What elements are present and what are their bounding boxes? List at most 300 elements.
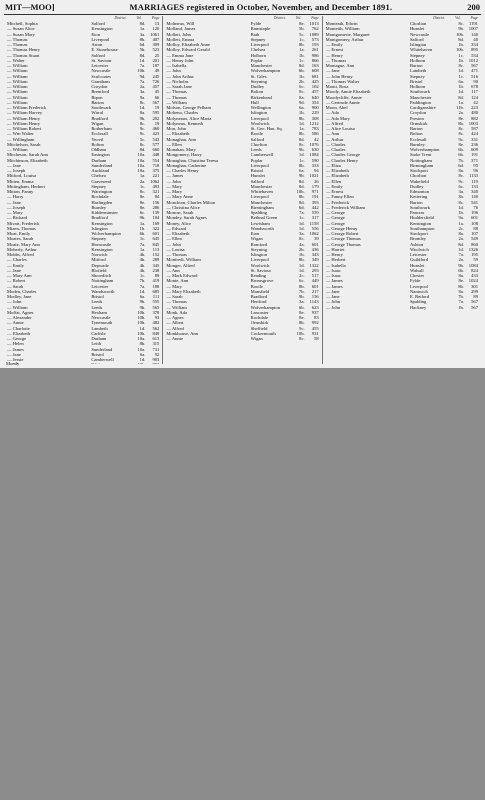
entry-volume: 10b. [137,309,146,315]
entry-district: Pancras [409,210,425,215]
entry-district: Cardiganshire [409,105,436,110]
entry-district: Poplar [250,157,263,163]
entry-volume: 8d. [298,178,305,184]
entry-name: Montgomerie, Margaret [325,31,370,37]
entry-name: — John [166,68,181,74]
entry-name: — William [7,89,28,95]
entry-page: 1158 [309,220,319,226]
entry-volume: 8a. [299,94,305,100]
entry-name: — Henry [325,252,343,257]
entry-name: — George [325,215,345,221]
entry-district: Chorlton [250,141,267,147]
entry-volume: 1d. [298,220,305,226]
entry-district: Bristol [250,168,264,173]
entry-page: 1322 [309,262,319,268]
entry-volume: 9b. [139,215,146,221]
entry-page: 163 [311,63,319,68]
entry-district: Croydon [409,110,427,116]
entry-page: 236 [471,141,478,147]
entry-district: Bristol [409,78,423,84]
entry-page: 202 [152,115,160,121]
entry-volume: 10b. [137,315,146,320]
entry-district: Croydon [91,84,108,89]
entry-page: 40 [473,36,478,42]
entry-volume: 8a. [139,110,146,116]
entry-page: 111 [152,294,160,299]
entry-name: Monaghan, Christina Teresa [166,157,219,163]
entry-page: 433 [471,273,478,278]
entry-district: Mitford [91,257,106,263]
entry-volume: 8c. [458,199,464,205]
entry-district: Liverpool [91,36,110,42]
entry-volume: 6c. [458,183,464,189]
entry-volume: 7a. [139,241,146,247]
entry-name: — Joseph [7,204,26,210]
entry-district: Bootle [250,283,263,289]
entry-district: Newcastle [409,31,430,37]
entry-name: — Thomas [166,252,187,257]
entry-volume: 1d. [298,267,305,273]
entry-name: — Sarah [166,294,183,299]
entry-page: 83 [314,315,319,320]
entry-name: Montague, Ann [325,63,355,68]
entry-name: — Charles Henry [166,168,199,173]
entry-page: 333 [311,162,319,168]
entry-district: St. Saviour [250,267,272,273]
entry-volume: 9b. [139,299,146,305]
entry-volume: 1d. [458,204,464,210]
entry-page: 19 [154,105,160,110]
entry-page: 19 [154,120,160,126]
entry-volume: 10a. [137,157,146,163]
entry-district: Lancaster [250,309,269,315]
entry-volume: 10b. [455,31,464,37]
entry-volume: 7b. [458,157,464,163]
entry-page: 93 [154,315,160,320]
empty-scan-area [0,368,485,800]
entry-name: — Eliza [325,162,341,168]
entry-volume: 2c. [458,225,464,231]
entry-page: 1076 [309,141,319,147]
entry-page: 299 [471,288,478,294]
entry-volume: 8b. [298,131,305,137]
entry-volume: 1d. [458,89,464,95]
entry-name: Money, Alice [166,220,192,226]
entry-volume: 4b. [139,267,146,273]
entry-district: Dudley [409,183,424,189]
entry-page: 345 [152,262,160,268]
entry-district: Wigan [250,236,263,242]
entry-district: Liverpool [250,257,269,263]
entry-district: Durham [91,157,107,163]
page-header [5,2,480,14]
entry-volume: 8d. [298,63,305,68]
entry-volume: 7a. [139,78,146,84]
entry-name: — James [325,278,343,284]
entry-page: 523 [152,47,160,53]
entry-name: Moates, Sarah [7,236,34,242]
entry-page: 245 [152,73,160,79]
entry-page: 567 [471,299,478,305]
entry-page: 436 [311,246,319,252]
entry-page: 449 [311,278,319,284]
entry-name: — Christina Alice [166,204,200,210]
entry-volume: 8c. [139,141,146,147]
entry-district: Barton [409,199,423,205]
entry-page: 1003 [468,120,478,126]
entry-district: Barnstaple [250,26,271,32]
entry-district: Kensington [91,26,113,32]
entry-volume: 3a. [458,189,464,194]
entry-district: Whitehaven [409,47,433,53]
entry-name: — John Arthur [166,73,194,79]
entry-page: 39 [314,236,319,242]
entry-district: Chorlton [409,173,427,179]
entry-district: Carlisle [91,330,106,336]
table-row [166,336,318,341]
entry-district: Kettering [409,194,428,200]
entry-volume: 2b. [298,246,305,252]
entry-page: 609 [471,147,478,152]
entry-page: 1013 [309,21,319,26]
entry-name: — Elizabeth [7,330,31,336]
entry-name: — Frederick William [325,204,365,210]
entry-volume: 7a. [458,299,464,305]
header-title: MARRIAGES registered in October, November, and December 1891. [129,2,393,12]
entry-volume: 8b. [298,115,305,121]
entry-volume: 7b. [458,294,464,299]
entry-district: Holborn [409,57,426,63]
entry-district: Bolton [409,131,423,137]
entry-volume: 9a. [139,94,146,100]
entry-name: Moody, Annie Elizabeth [325,89,371,95]
entry-district: Holborn [250,52,266,58]
entry-list [7,21,159,364]
entry-district: Bradford [250,294,268,299]
entry-volume: 1c. [299,215,305,221]
entry-volume: 8a. [458,273,464,278]
entry-page: 354 [311,99,319,105]
entry-name: — Elizabeth [166,131,190,137]
entry-volume: 10b. [455,47,464,53]
entry-page: 117 [471,89,478,95]
entry-district: Guildford [409,257,429,263]
entry-district: Spalding [250,210,267,215]
entry-name: Mitton, Fanny [7,189,34,194]
entry-name: — Isabella [166,63,187,68]
entry-district: Wolverhampton [250,304,281,310]
entry-district: Woolwich [250,262,270,268]
entry-volume: 8c. [299,141,305,147]
entry-district: Salford [250,136,265,142]
entry-page: 321 [152,189,160,194]
entry-district: Sunderland [91,162,113,168]
entry-page: 457 [152,84,160,89]
entry-name: Monckton, Charles Milton [166,199,216,205]
entry-volume: 6b. [458,147,464,152]
entry-page: 191 [471,152,478,158]
entry-district: Mansfield [250,288,270,294]
entry-volume: 6c. [139,210,146,215]
entry-page: 931 [311,330,319,336]
entry-district: Ashton [409,241,424,247]
entry-page: 179 [311,183,319,189]
entry-volume: 1d. [298,120,305,126]
entry-district: Brentford [91,89,110,95]
entry-district: Eton [250,231,260,236]
entry-district: St. Geo. Han. Sq. [250,126,283,131]
entry-volume: 8b. [458,120,464,126]
entry-volume: 6d. [458,162,464,168]
entry-name: Mondey, Sarah Agnes [166,215,207,221]
entry-name: — Emma Jane [166,52,194,58]
entry-district: Eton [91,31,101,37]
entry-name: — Louisa [166,246,185,252]
entry-page: 424 [471,131,478,137]
entry-volume: 10b. [137,68,146,74]
entry-district: Bootle [250,131,263,137]
entry-volume: 8c. [458,131,464,137]
entry-volume: 8c. [458,126,464,131]
entry-volume: 1d. [298,152,305,158]
entry-page: 49 [154,68,160,74]
entry-name: — Ernest [325,47,344,53]
entry-district: Chester [409,273,425,278]
page-header-label: Page [470,16,478,20]
entry-page: 1089 [309,31,319,37]
entry-page: 1191 [468,21,478,26]
district-header: District. [433,16,446,20]
entry-name: — Ernest [325,189,344,194]
entry-page: 107 [471,231,478,236]
entry-page: 124 [471,94,478,100]
entry-volume: 1a. [139,246,146,252]
entry-page: 66 [154,94,160,100]
entry-name: Mitten, Emma [7,178,34,184]
entry-name [7,362,91,364]
entry-page: 1062 [150,178,160,184]
entry-page: 482 [152,320,160,326]
entry-district: Wolverhampton [409,147,440,152]
entry-name: Montgomery, Arthur [325,36,364,42]
entry-name: — Emily [325,42,343,47]
entry-page: 89 [154,273,160,278]
entry-name: — Helen [7,341,24,347]
entry-volume: 10a. [137,152,146,158]
entry-name: — Richard [7,215,28,221]
entry-volume: 1a. [299,47,305,53]
entry-district: Liverpool [250,162,269,168]
entry-page: 455 [311,325,319,331]
entry-district: Depwade [91,262,109,268]
entry-district: Bolton [91,141,104,147]
entry-district: Walsall [409,267,424,273]
entry-volume: 7a. [458,252,464,257]
entry-name: — Mary Anne [166,194,193,200]
entry-page: 460 [152,126,160,131]
entry-district: Holborn [409,84,426,89]
entry-name: Moffat, Agnes [7,309,34,315]
entry-name: — Jane [7,351,21,357]
entry-volume: 1c. [458,52,464,58]
entry-name: Monti, Rosa [325,84,349,89]
entry-volume: 10b. [296,189,305,194]
entry-volume: 1a. [139,173,146,179]
entry-name: Monaghan, Catherine [166,162,207,168]
entry-district: Lambeth [409,68,427,74]
entry-name: — Susan Alice [7,26,35,32]
entry-district: Bethnal Green [250,215,278,221]
entry-district: Whitehaven [250,189,273,194]
entry-page: 340 [471,189,478,194]
entry-volume: 8e. [299,315,305,320]
entry-volume: 1b. [298,252,305,257]
entry-district: Norwich [91,252,108,257]
entry-name: — Charles [325,141,346,147]
entry-page: 308 [311,115,319,121]
entry-district: Wigan [91,120,104,126]
entry-district: Birkenhead [250,94,272,100]
volume-header: Vol. [295,16,302,20]
entry-name: — Thomas [7,42,28,47]
entry-district: Warrington [91,189,113,194]
entry-page: 331 [471,136,478,142]
entry-district: Stoke Trent [409,152,432,158]
entry-volume: 2a. [139,84,146,89]
entry-name: — Arthur [325,136,344,142]
entry-volume: 8d. [458,36,464,42]
entry-page: 824 [471,267,478,273]
entry-name: — Ellen [325,178,342,184]
entry-page: 45 [154,89,160,95]
entry-name: — George [325,210,345,215]
entry-district: Romford [250,241,268,247]
entry-name: Mizen, Thomas [7,225,36,231]
entry-volume: 6d. [139,42,146,47]
entry-page: 457 [311,89,319,95]
entry-name: — Isaac [325,267,341,273]
entry-volume: 8e. [458,278,464,284]
entry-name: — Sarah Jane [166,84,192,89]
entry-page: 762 [311,26,319,32]
entry-volume: 3a. [139,31,146,37]
entry-page: 315 [152,341,160,347]
entry-volume: 1b. [458,84,464,89]
entry-page: 42 [473,99,478,105]
entry-name: — James [325,283,343,289]
entry-district: Manchester [250,63,273,68]
entry-name: — William Henry [7,115,41,121]
entry-volume: 8c. [139,189,146,194]
entry-volume: 1b. [298,73,305,79]
entry-name: — Charles George [325,152,361,158]
entry-district: Durham [91,336,107,341]
entry-name: — William Harvey [7,110,43,116]
entry-district: Oldham [91,147,107,152]
entry-district: Leith [91,341,102,347]
entry-page: 783 [311,126,319,131]
entry-page: 992 [311,320,319,326]
entry-name: Monk, Ada [166,309,187,315]
entry-district: Stepney [409,73,425,79]
entry-page: 681 [311,73,319,79]
entry-district: St. Giles [250,73,267,79]
entry-name: — Thomas [166,299,187,305]
entry-page: 140 [471,194,478,200]
entry-volume: 8b. [139,341,146,347]
entry-volume: 8e. [139,204,146,210]
entry-district: Preston [409,115,424,121]
entry-page: 562 [152,325,160,331]
entry-district: Leeds [250,147,262,152]
entry-name: — Henry John [166,57,194,63]
entry-district: Yeovil [91,136,104,142]
entry-volume: 9d. [298,99,305,105]
entry-name: Monkhouse, Ann [166,330,198,336]
entry-name: — Alfred [166,325,184,331]
entry-district: Liverpool [250,115,269,121]
entry-page: 84 [154,194,160,200]
entry-page: 217 [311,288,319,294]
entry-district: St. Saviour [91,57,112,63]
entry-district: Burnley [409,141,425,147]
entry-district: Bromley [409,236,427,242]
entry-page: 96 [473,168,478,173]
entry-district: Bromsgrove [250,278,274,284]
page-header-label: Page [151,16,160,20]
entry-volume: 3a. [299,299,305,305]
entry-name: — John [325,299,341,305]
entry-name: — Joseph [7,168,26,173]
entry-page: 334 [471,42,478,47]
entry-name: Mongomery, Harry [166,152,202,158]
entry-name: — Ann [325,131,340,137]
entry-name: Mitchell, Sophia [7,21,38,26]
entry-page: 895 [471,47,478,53]
entry-district: Fylde [250,21,262,26]
entry-volume: 6a. [299,105,305,110]
entry-name: Monie, Ann [166,278,189,284]
entry-name: — William [166,304,187,310]
entry-name: — George [7,336,27,341]
entry-district: Tynemouth [91,320,113,326]
entry-volume: 1c. [299,157,305,163]
entry-page: 238 [152,267,160,273]
entry-volume: 9b. [139,304,146,310]
entry-name: — Elizabeth [166,231,190,236]
entry-page: 543 [152,136,160,142]
entry-volume: 6a. [139,294,146,299]
entry-district: Wakefield [409,178,429,184]
entry-name: — Mary [166,283,183,289]
entry-volume: 8d. [298,183,305,189]
entry-page: 601 [311,241,319,247]
entry-volume: 9c. [139,131,146,137]
register-column-3 [323,16,481,364]
entry-name: — William Frederick [7,105,47,110]
entry-name: Mitchelson, Sarah [7,141,41,147]
entry-volume: 1c. [139,236,146,242]
entry-name: — George Thomas [325,236,361,242]
entry-page: 601 [152,231,160,236]
entry-name: Molloy, Elizabeth Anne [166,42,211,47]
entry-volume: 1d. [139,105,146,110]
entry-district: Sunderland [91,346,113,352]
entry-district: Hexham [91,309,107,315]
entry-page: 371 [471,157,478,163]
entry-volume: 9d. [139,73,146,79]
entry-district: Chorlton [409,21,427,26]
